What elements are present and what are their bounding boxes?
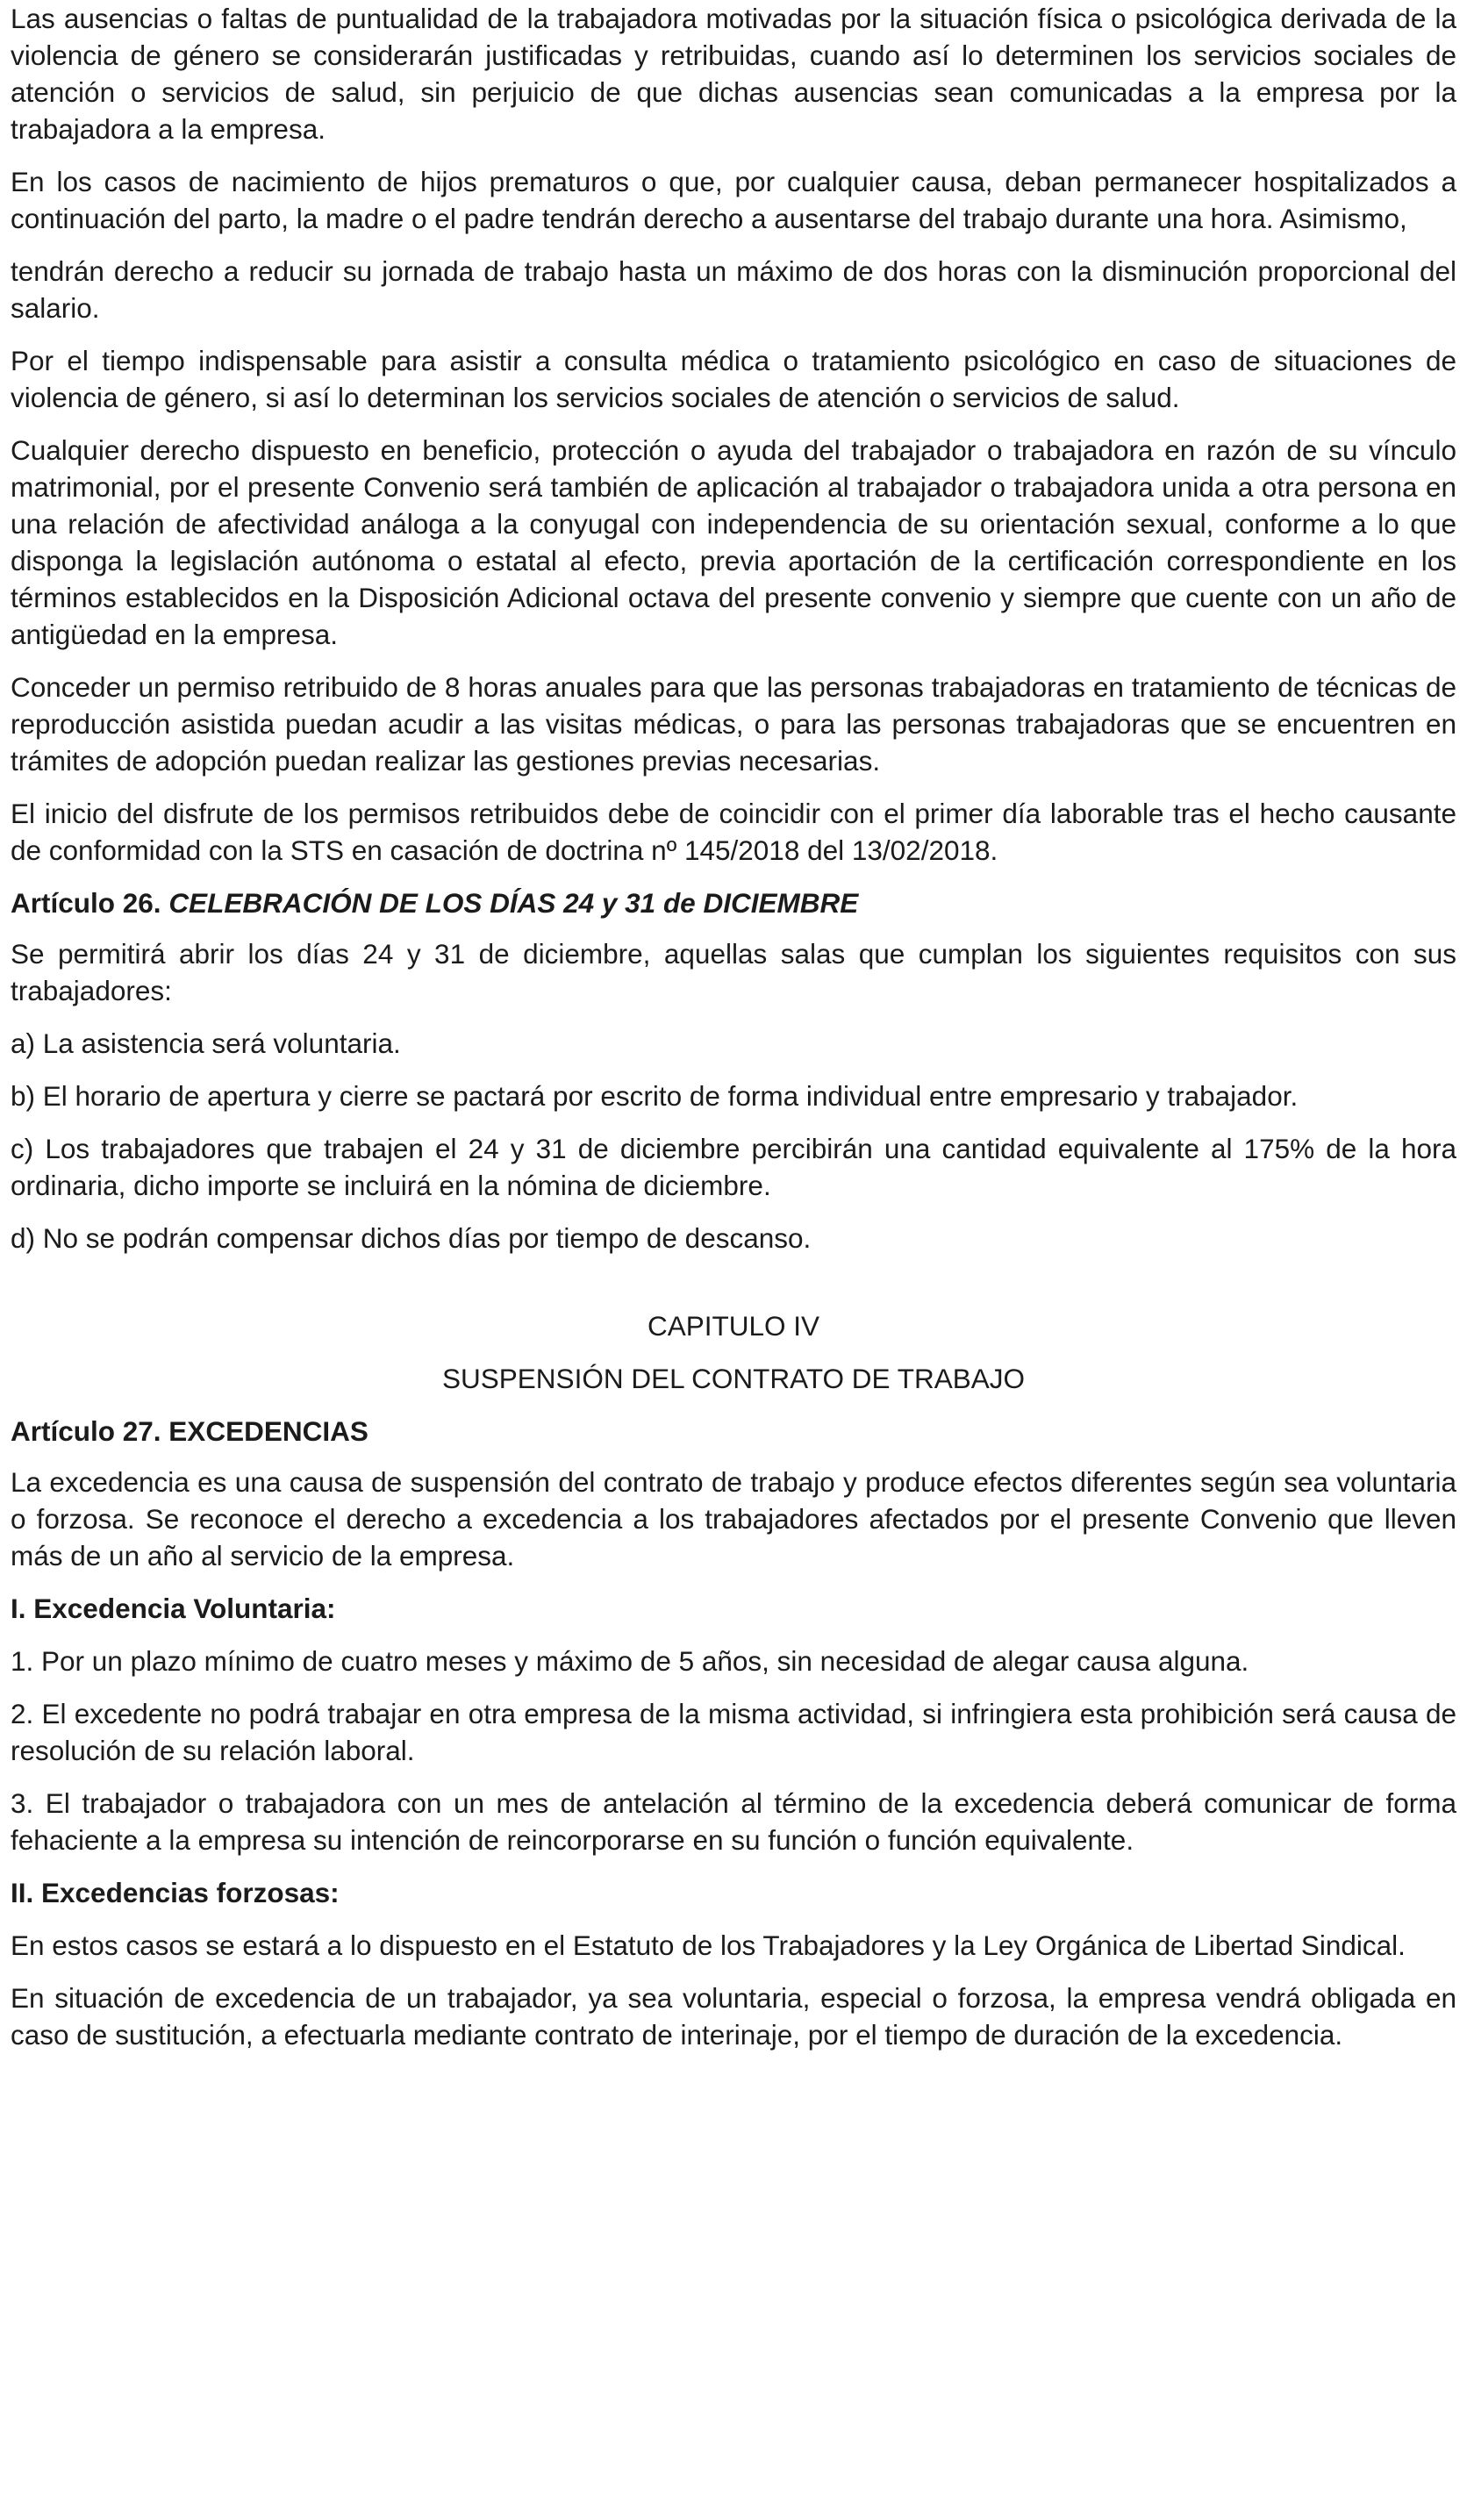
article-26-heading	[11, 884, 1456, 921]
paragraph-ausencias-violencia: Las ausencias o faltas de puntualidad de la trabajadora motivadas por la situación física o psicológica derivada de la violencia de género se considerarán justificadas y retribuidas, cuando así lo determinen los servicios sociales de atención o servicios de salud, sin perjuicio de que dichas ausencias sean comunicadas a la empresa por la trabajadora a la empresa.	[11, 3, 1456, 145]
article-26-item-a: a) La asistencia será voluntaria.	[11, 1027, 401, 1059]
article-27-heading: Artículo 27. EXCEDENCIAS	[11, 1415, 368, 1447]
paragraph-reproduccion-asistida: Conceder un permiso retribuido de 8 horas anuales para que las personas trabajadoras en tratamiento de técnicas de reproducción asistida puedan acudir a las visitas médicas, o para las personas trabajadoras que se encuentren en trámites de adopción puedan realizar las gestiones previas necesarias.	[11, 671, 1456, 777]
paragraph-reduccion-jornada: tendrán derecho a reducir su jornada de trabajo hasta un máximo de dos horas con la disminución proporcional del salario.	[11, 255, 1456, 324]
excedencias-forzosas-paragraph-2: En situación de excedencia de un trabajador, ya sea voluntaria, especial o forzosa, la empresa vendrá obligada en caso de sustitución, a efectuarla mediante contrato de interinaje, por el tiempo de duración de la excedencia.	[11, 1982, 1456, 2051]
paragraph-vinculo-matrimonial: Cualquier derecho dispuesto en beneficio, protección o ayuda del trabajador o trabajadora en razón de su vínculo matrimonial, por el presente Convenio será también de aplicación al trabajador o trabajadora unida a otra persona en una relación de afectividad análoga a la conyugal con independencia de su orientación sexual, conforme a lo que disponga la legislación autónoma o estatal al efecto, previa aportación de la certificación correspondiente en los términos establecidos en la Disposición Adicional octava del presente convenio y siempre que cuente con un año de antigüedad en la empresa.	[11, 434, 1456, 650]
paragraph-inicio-disfrute: El inicio del disfrute de los permisos retribuidos debe de coincidir con el primer día laborable tras el hecho causante de conformidad con la STS en casación de doctrina nº 145/2018 del 13/02/2018.	[11, 798, 1456, 866]
paragraph-hijos-prematuros: En los casos de nacimiento de hijos prematuros o que, por cualquier causa, deban permanecer hospitalizados a continuación del parto, la madre o el padre tendrán derecho a ausentarse del trabajo durante una hora. Asimismo,	[11, 166, 1456, 234]
article-26-item-b: b) El horario de apertura y cierre se pactará por escrito de forma individual entre empresario y trabajador.	[11, 1080, 1299, 1112]
excedencias-forzosas-paragraph-1: En estos casos se estará a lo dispuesto en el Estatuto de los Trabajadores y la Ley Orgánica de Libertad Sindical.	[11, 1929, 1406, 1961]
article-26-item-c: c) Los trabajadores que trabajen el 24 y 31 de diciembre percibirán una cantidad equivalente al 175% de la hora ordinaria, dicho importe se incluirá en la nómina de diciembre.	[11, 1133, 1456, 1201]
chapter-title: SUSPENSIÓN DEL CONTRATO DE TRABAJO	[442, 1363, 1025, 1394]
article-26-label: Artículo 26.	[11, 887, 161, 919]
article-26-item-d: d) No se podrán compensar dichos días por tiempo de descanso.	[11, 1222, 812, 1254]
excedencia-voluntaria-item-3: 3. El trabajador o trabajadora con un mes de antelación al término de la excedencia deberá comunicar de forma fehaciente a la empresa su intención de reincorporarse en su función o función equivalente.	[11, 1787, 1456, 1856]
article-26-intro: Se permitirá abrir los días 24 y 31 de diciembre, aquellas salas que cumplan los siguientes requisitos con sus trabajadores:	[11, 938, 1456, 1006]
chapter-number: CAPITULO IV	[647, 1310, 820, 1342]
article-26-title: CELEBRACIÓN DE LOS DÍAS 24 y 31 de DICIEMBRE	[168, 887, 859, 919]
excedencia-voluntaria-item-2: 2. El excedente no podrá trabajar en otra empresa de la misma actividad, si infringiera esta prohibición será causa de resolución de su relación laboral.	[11, 1698, 1456, 1766]
excedencias-forzosas-heading: II. Excedencias forzosas:	[11, 1877, 340, 1908]
paragraph-consulta-medica: Por el tiempo indispensable para asistir a consulta médica o tratamiento psicológico en caso de situaciones de violencia de género, si así lo determinan los servicios sociales de atención o servicios de salud.	[11, 345, 1456, 413]
excedencia-voluntaria-heading: I. Excedencia Voluntaria:	[11, 1593, 336, 1624]
article-27-intro: La excedencia es una causa de suspensión del contrato de trabajo y produce efectos diferentes según sea voluntaria o forzosa. Se reconoce el derecho a excedencia a los trabajadores afectados por el presente Convenio que lleven más de un año al servicio de la empresa.	[11, 1466, 1456, 1571]
document-page	[11, 0, 1456, 2053]
excedencia-voluntaria-item-1: 1. Por un plazo mínimo de cuatro meses y máximo de 5 años, sin necesidad de alegar causa alguna.	[11, 1645, 1249, 1677]
